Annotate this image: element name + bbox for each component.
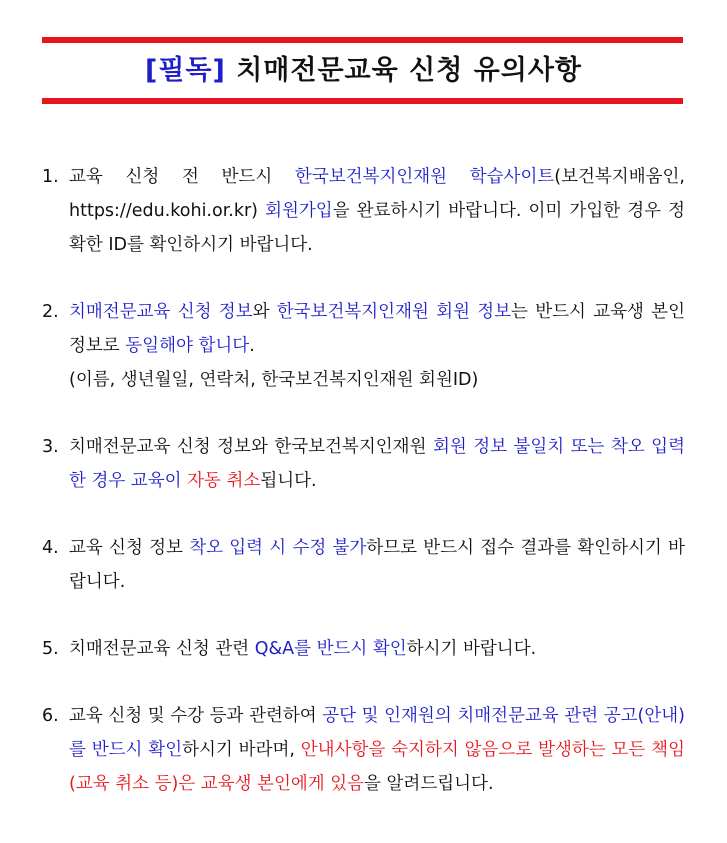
highlight-segment: 동일해야 합니다 bbox=[125, 336, 250, 356]
item-text bbox=[69, 430, 685, 498]
notice-item-3 bbox=[42, 430, 685, 498]
highlight-segment: 회원가입 bbox=[265, 201, 333, 221]
item-number: 6. bbox=[42, 706, 59, 726]
item-number: 3. bbox=[42, 437, 59, 457]
highlight-segment: 한국보건복지인재원 회원 정보 bbox=[276, 302, 512, 322]
highlight-segment: 착오 입력 시 수정 불가 bbox=[189, 538, 367, 558]
title-bottom-rule bbox=[42, 98, 683, 104]
text-segment: . bbox=[249, 336, 255, 356]
warning-segment: 안내사항을 숙지하지 않음으로 발생하는 모든 책임(교육 취소 등)은 교육생 본인에게 있음 bbox=[69, 740, 685, 794]
text-segment: 교육 신청 정보 bbox=[69, 538, 190, 558]
text-segment: 와 bbox=[252, 302, 277, 322]
title-top-rule bbox=[42, 37, 683, 43]
item-text bbox=[69, 632, 685, 666]
item-number: 5. bbox=[42, 639, 59, 659]
text-segment: 하시기 바라며, bbox=[182, 740, 301, 760]
text-segment: 을 완료하시기 바랍니다. 이미 가입한 경우 정확한 ID를 확인하시기 바랍니다. bbox=[69, 201, 685, 255]
highlight-segment: Q&A를 반드시 확인 bbox=[254, 639, 407, 659]
item-text bbox=[69, 295, 685, 397]
text-segment: 하시기 바랍니다. bbox=[406, 639, 537, 659]
warning-segment: 자동 취소 bbox=[187, 471, 261, 491]
notice-item-5 bbox=[42, 632, 685, 666]
item-number: 1. bbox=[42, 167, 59, 187]
text-segment: 는 반드시 교육생 본인 정보로 bbox=[69, 302, 685, 356]
item-note: (이름, 생년월일, 연락처, 한국보건복지인재원 회원ID) bbox=[69, 370, 479, 390]
highlight-segment: 치매전문교육 신청 정보 bbox=[69, 302, 253, 322]
page-title bbox=[0, 48, 727, 87]
text-segment: (보건복지배움인, https://edu.kohi.or.kr) bbox=[69, 167, 685, 221]
text-segment: 치매전문교육 신청 관련 bbox=[69, 639, 255, 659]
text-segment: 하므로 반드시 접수 결과를 확인하시기 바랍니다. bbox=[69, 538, 685, 592]
highlight-segment: 회원 정보 불일치 또는 착오 입력한 경우 교육이 bbox=[69, 437, 685, 491]
title-main: 치매전문교육 신청 유의사항 bbox=[225, 55, 583, 86]
notice-item-2 bbox=[42, 295, 685, 397]
item-text bbox=[69, 699, 685, 801]
item-text bbox=[69, 531, 685, 599]
text-segment: 치매전문교육 신청 정보와 한국보건복지인재원 bbox=[69, 437, 433, 457]
text-segment: 됩니다. bbox=[260, 471, 317, 491]
title-prefix: [필독] bbox=[144, 55, 226, 86]
notice-item-6 bbox=[42, 699, 685, 801]
text-segment: 교육 신청 및 수강 등과 관련하여 bbox=[69, 706, 323, 726]
notice-item-1 bbox=[42, 160, 685, 262]
notice-list bbox=[42, 160, 685, 834]
highlight-segment: 공단 및 인재원의 치매전문교육 관련 공고(안내)를 반드시 확인 bbox=[69, 706, 685, 760]
item-text bbox=[69, 160, 685, 262]
text-segment: 교육 신청 전 반드시 bbox=[69, 167, 295, 187]
notice-item-4 bbox=[42, 531, 685, 599]
item-number: 2. bbox=[42, 302, 59, 322]
text-segment: 을 알려드립니다. bbox=[364, 774, 494, 794]
item-number: 4. bbox=[42, 538, 59, 558]
highlight-segment: 한국보건복지인재원 학습사이트 bbox=[294, 167, 555, 187]
